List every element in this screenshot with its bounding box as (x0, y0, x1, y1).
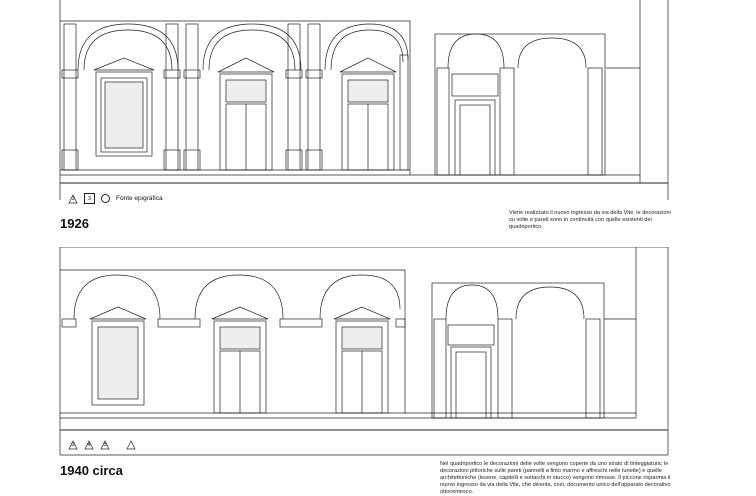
triangle-3-icon (68, 440, 78, 450)
triangle-4-icon (84, 440, 94, 450)
legend-triangle-label: 3 (71, 195, 75, 202)
triangle-3-icon (68, 194, 78, 204)
empty-triangle-icon (126, 440, 136, 450)
legend-triangle-label: 4 (87, 442, 91, 448)
legend-circle-label: Fonte epigrafica (116, 195, 163, 202)
legend-box: 3 (84, 193, 95, 204)
caption-1926: Viene realizzato il nuovo ingresso da via della Vite; le decorazioni su volte e pareti sono in continuità con quelle esistenti del quadriportico. (509, 210, 671, 230)
elevation-drawing-1926 (0, 0, 756, 200)
panel-1926 (0, 0, 756, 247)
year-label: 1926 (60, 216, 89, 231)
legend-1940 (68, 440, 136, 450)
legend-triangle-label: 3 (71, 442, 75, 448)
caption-1940: Nel quadriportico le decorazioni delle volte vengono coperte da uno strato di tinteggiatura; le decorazioni pittoriche sulle pareti (pannelli a finto marmo e affreschi nelle lunette) e quelle architettoniche (lesene, capitelli e sottarchi in stucco) vengono rimosse. Il piccone risparmia il nuovo ingresso da via della Vite, che diventa, così, documento unico dell'apparato decorativo ottocentesco. (440, 461, 671, 495)
legend-1926 (68, 193, 163, 204)
triangle-5-icon (100, 440, 110, 450)
panel-1940 (0, 247, 756, 494)
circle-icon (101, 194, 110, 203)
elevation-drawing-1940 (0, 247, 756, 457)
legend-triangle-label: 5 (103, 442, 107, 448)
year-label: 1940 circa (60, 463, 123, 478)
